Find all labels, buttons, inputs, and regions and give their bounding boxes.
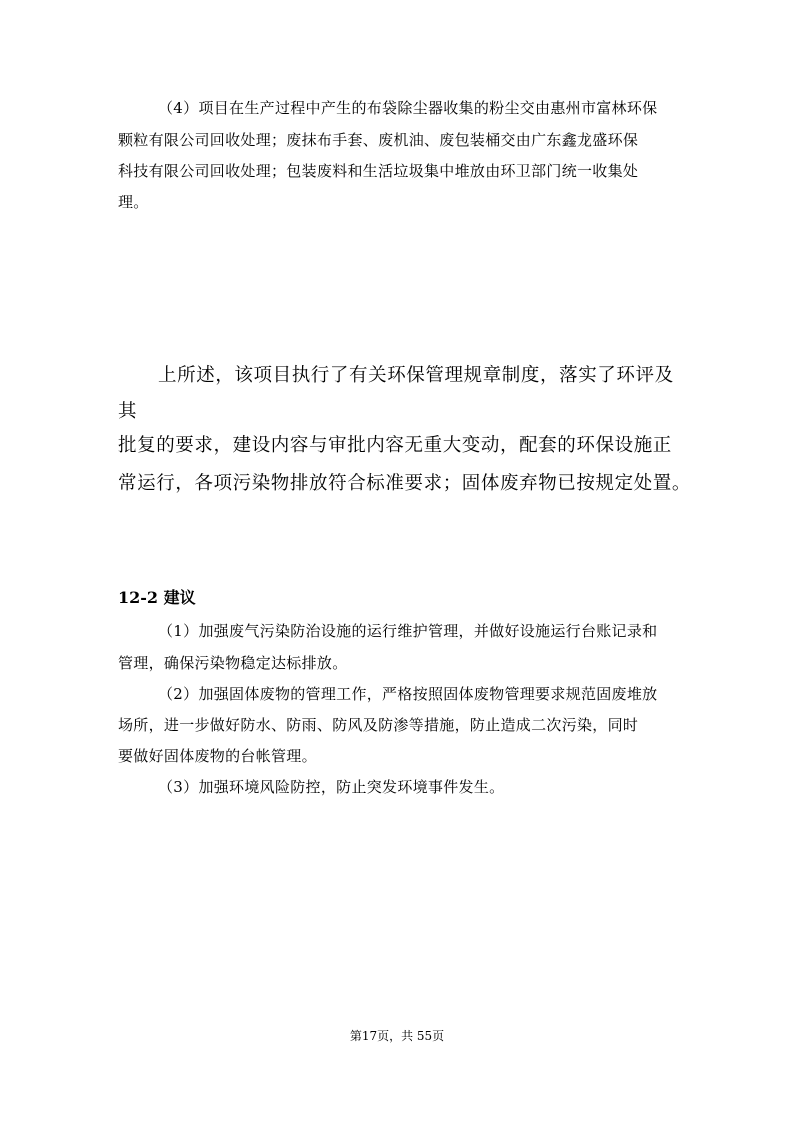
- paragraph-line: 场所，进一步做好防水、防雨、防风及防渗等措施，防止造成二次污染，同时: [118, 716, 639, 734]
- paragraph-line: 颗粒有限公司回收处理；废抹布手套、废机油、废包装桶交由广东鑫龙盛环保: [118, 131, 639, 149]
- paragraph-line: （3）加强环境风险防控，防止突发环境事件发生。: [158, 778, 505, 796]
- section-heading: 12-2 建议: [118, 588, 196, 607]
- paragraph-line: 常运行，各项污染物排放符合标准要求；固体废弃物已按规定处置。: [118, 473, 692, 494]
- paragraph-line: 其: [118, 401, 138, 422]
- paragraph-line: （1）加强废气污染防治设施的运行维护管理，并做好设施运行台账记录和: [158, 622, 658, 640]
- paragraph-line: 科技有限公司回收处理；包装废料和生活垃圾集中堆放由环卫部门统一收集处: [118, 162, 639, 180]
- paragraph-line: （2）加强固体废物的管理工作，严格按照固体废物管理要求规范固废堆放: [158, 685, 658, 703]
- paragraph-line: 管理，确保污染物稳定达标排放。: [118, 654, 348, 672]
- paragraph-line: 要做好固体废物的台帐管理。: [118, 747, 317, 765]
- paragraph-line: 理。: [118, 193, 149, 211]
- paragraph-line: 批复的要求，建设内容与审批内容无重大变动，配套的环保设施正: [118, 435, 672, 456]
- page-footer: 第17页，共 55页: [349, 1029, 445, 1043]
- paragraph-line: 上所述，该项目执行了有关环保管理规章制度，落实了环评及: [158, 365, 674, 386]
- paragraph-line: （4）项目在生产过程中产生的布袋除尘器收集的粉尘交由惠州市富林环保: [158, 99, 658, 117]
